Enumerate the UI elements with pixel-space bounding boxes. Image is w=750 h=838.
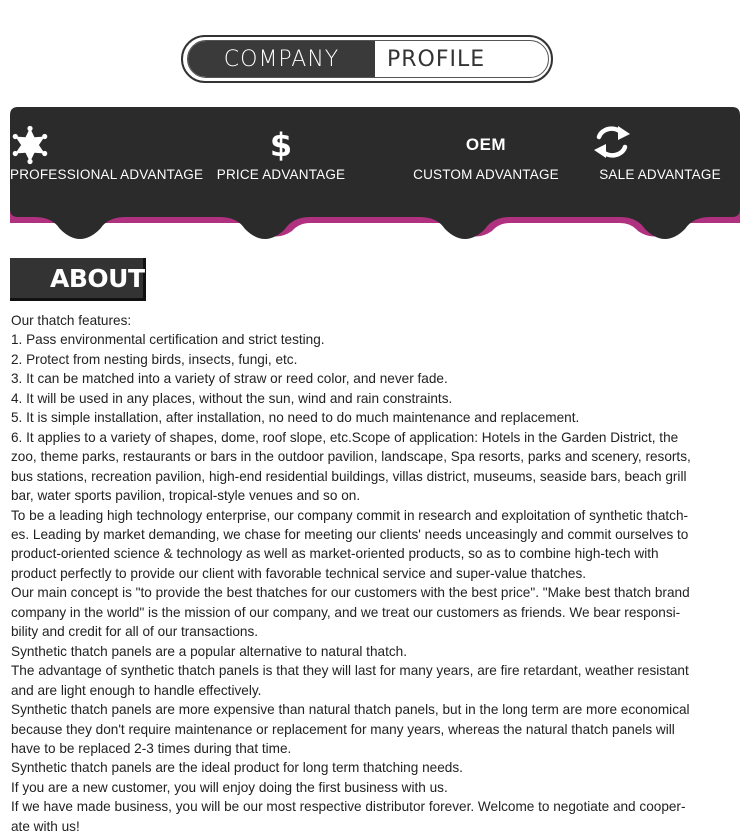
text-line: If you are a new customer, you will enjoy doing the first business with us. [11,779,448,795]
advantage-band [10,107,740,242]
about-text [11,311,746,836]
text-line: 6. It applies to a variety of shapes, dome, roof slope, etc.Scope of application: Hotels in the Garden District, the [11,429,679,445]
about-heading [10,258,146,301]
text-line: because they don't require maintenance or replacement for many years, whereas the natural thatch panels will [11,721,675,737]
company-profile-header [187,40,549,78]
text-line: and are light enough to handle effectively. [11,682,262,698]
advantage-sale [590,107,730,217]
text-line: bar, water sports pavilion, tropical-style venues and so on. [11,488,361,504]
header-title-left: COMPANY [223,47,340,72]
text-line: 5. It is simple installation, after installation, no need to do much maintenance and replacement. [11,410,580,426]
text-line: bus stations, recreation pavilion, high-end residential buildings, villas district, museums, seaside bars, beach grill [11,468,687,484]
refresh-arrows-icon [590,125,730,165]
text-line: bility and credit for all of our transactions. [11,624,259,640]
advantage-professional [10,107,204,217]
text-line: Synthetic thatch panels are a popular alternative to natural thatch. [11,643,407,659]
text-line: product-oriented science & technology as well as market-oriented products, so as to combine high-tech with [11,546,659,562]
oem-icon: OEM [465,135,507,154]
text-line: 4. It will be used in any places, without the sun, wind and rain constraints. [11,390,453,406]
text-line: To be a leading high technology enterprise, our company commit in research and exploitation of synthetic thatch- [11,507,689,523]
header-title-right: PROFILE [387,47,486,72]
text-line: If we have made business, you will be our most respective distributor forever. Welcome to negotiate and cooper- [11,799,686,815]
text-line: Synthetic thatch panels are more expensive than natural thatch panels, but in the long term are more economical [11,702,690,718]
text-line: es. Leading by market demanding, we chase for meeting our clients' needs unceasingly and commit ourselves to [11,526,689,542]
text-line: 3. It can be matched into a variety of straw or reed color, and never fade. [11,371,448,387]
dollar-icon: $ [269,126,293,164]
text-line: product perfectly to provide our client with favorable technical service and super-value thatches. [11,565,587,581]
text-line: ate with us! [11,818,80,834]
advantage-custom [406,107,566,217]
sheriff-star-icon [10,125,190,165]
text-line: 2. Protect from nesting birds, insects, fungi, etc. [11,351,298,367]
text-line: zoo, theme parks, restaurants or bars in the outdoor pavilion, landscape, Spa resorts, parks and scenery, resorts, [11,449,691,465]
about-heading-label: ABOUT [50,264,145,293]
text-line: 1. Pass environmental certification and strict testing. [11,332,325,348]
text-line: Synthetic thatch panels are the ideal product for long term thatching needs. [11,760,463,776]
text-line: Our thatch features: [11,313,132,328]
advantage-custom-label: CUSTOM ADVANTAGE [413,167,559,182]
text-line: Our main concept is "to provide the best thatches for our customers with the best price". "Make best thatch brand [11,585,690,601]
text-line: company in the world" is the mission of our company, and we treat our customers as friends. We bear responsi- [11,604,681,620]
advantage-sale-label: SALE ADVANTAGE [599,167,721,182]
advantage-price [206,107,356,217]
text-line: The advantage of synthetic thatch panels is that they will last for many years, are fire retardant, weather resistant [11,663,689,679]
advantage-professional-label: PROFESSIONAL ADVANTAGE [10,167,204,182]
text-line: have to be replaced 2-3 times during that time. [11,740,292,756]
advantage-price-label: PRICE ADVANTAGE [216,167,346,182]
